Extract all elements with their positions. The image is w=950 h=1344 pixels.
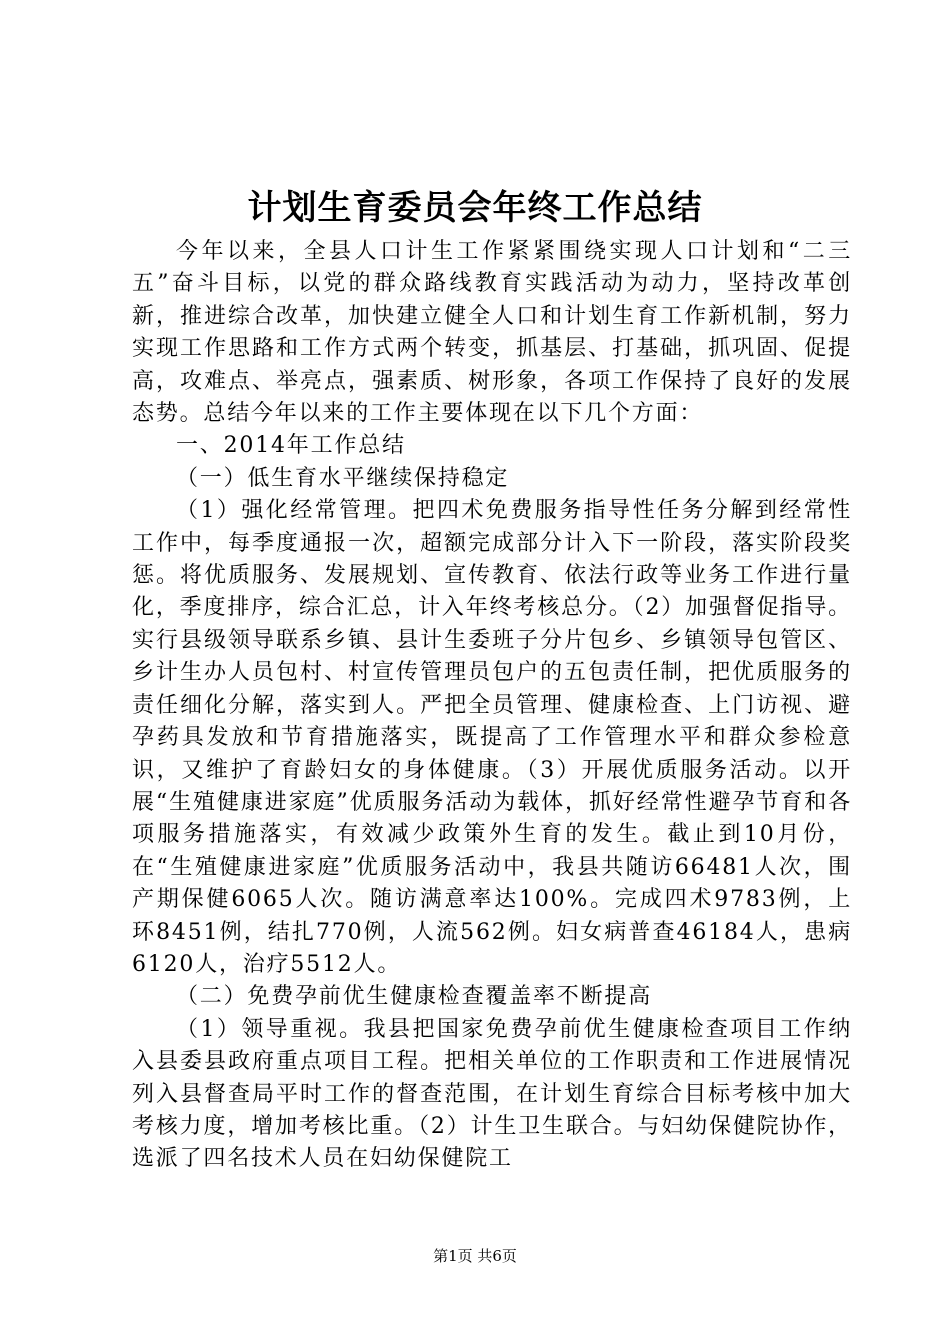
body-paragraph: （1）强化经常管理。把四术免费服务指导性任务分解到经常性工作中，每季度通报一次，超额完成部分计入下一阶段，落实阶段奖惩。将优质服务、发展规划、宣传教育、依法行政等业务工作进行量化，季度排序，综合汇总，计入年终考核总分。（2）加强督促指导。实行县级领导联系乡镇、县计生委班子分片包乡、乡镇领导包管区、乡计生办人员包村、村宣传管理员包户的五包责任制，把优质服务的责任细化分解，落实到人。严把全员管理、健康检查、上门访视、避孕药具发放和节育措施落实，既提高了工作管理水平和群众参检意识，又维护了育龄妇女的身体健康。（3）开展优质服务活动。以开展“生殖健康进家庭”优质服务活动为载体，抓好经常性避孕节育和各项服务措施落实，有效减少政策外生育的发生。截止到10月份，在“生殖健康进家庭”优质服务活动中，我县共随访66481人次，围产期保健6065人次。随访满意率达100%。完成四术9783例，上环8451例，结扎770例，人流562例。妇女病普查46184人，患病6120人，治疗5512人。 [132, 498, 852, 977]
page-footer: 第1页 共6页 [433, 1247, 517, 1265]
document-title: 计划生育委员会年终工作总结 [247, 188, 703, 228]
subsection-heading: （一）低生育水平继续保持稳定 [176, 465, 510, 491]
intro-paragraph: 今年以来，全县人口计生工作紧紧围绕实现人口计划和“二三五”奋斗目标，以党的群众路线教育实践活动为动力，坚持改革创新，推进综合改革，加快建立健全人口和计划生育工作新机制，努力实现工作思路和工作方式两个转变，抓基层、打基础，抓巩固、促提高，攻难点、举亮点，强素质、树形象，各项工作保持了良好的发展态势。总结今年以来的工作主要体现在以下几个方面： [132, 239, 852, 427]
section-heading: 一、2014年工作总结 [176, 433, 406, 459]
document-body [132, 236, 852, 1176]
body-paragraph: （1）领导重视。我县把国家免费孕前优生健康检查项目工作纳入县委县政府重点项目工程。把相关单位的工作职责和工作进展情况列入县督查局平时工作的督查范围，在计划生育综合目标考核中加大考核力度，增加考核比重。（2）计生卫生联合。与妇幼保健院协作，选派了四名技术人员在妇幼保健院工 [132, 1016, 852, 1172]
subsection-heading: （二）免费孕前优生健康检查覆盖率不断提高 [176, 984, 653, 1010]
